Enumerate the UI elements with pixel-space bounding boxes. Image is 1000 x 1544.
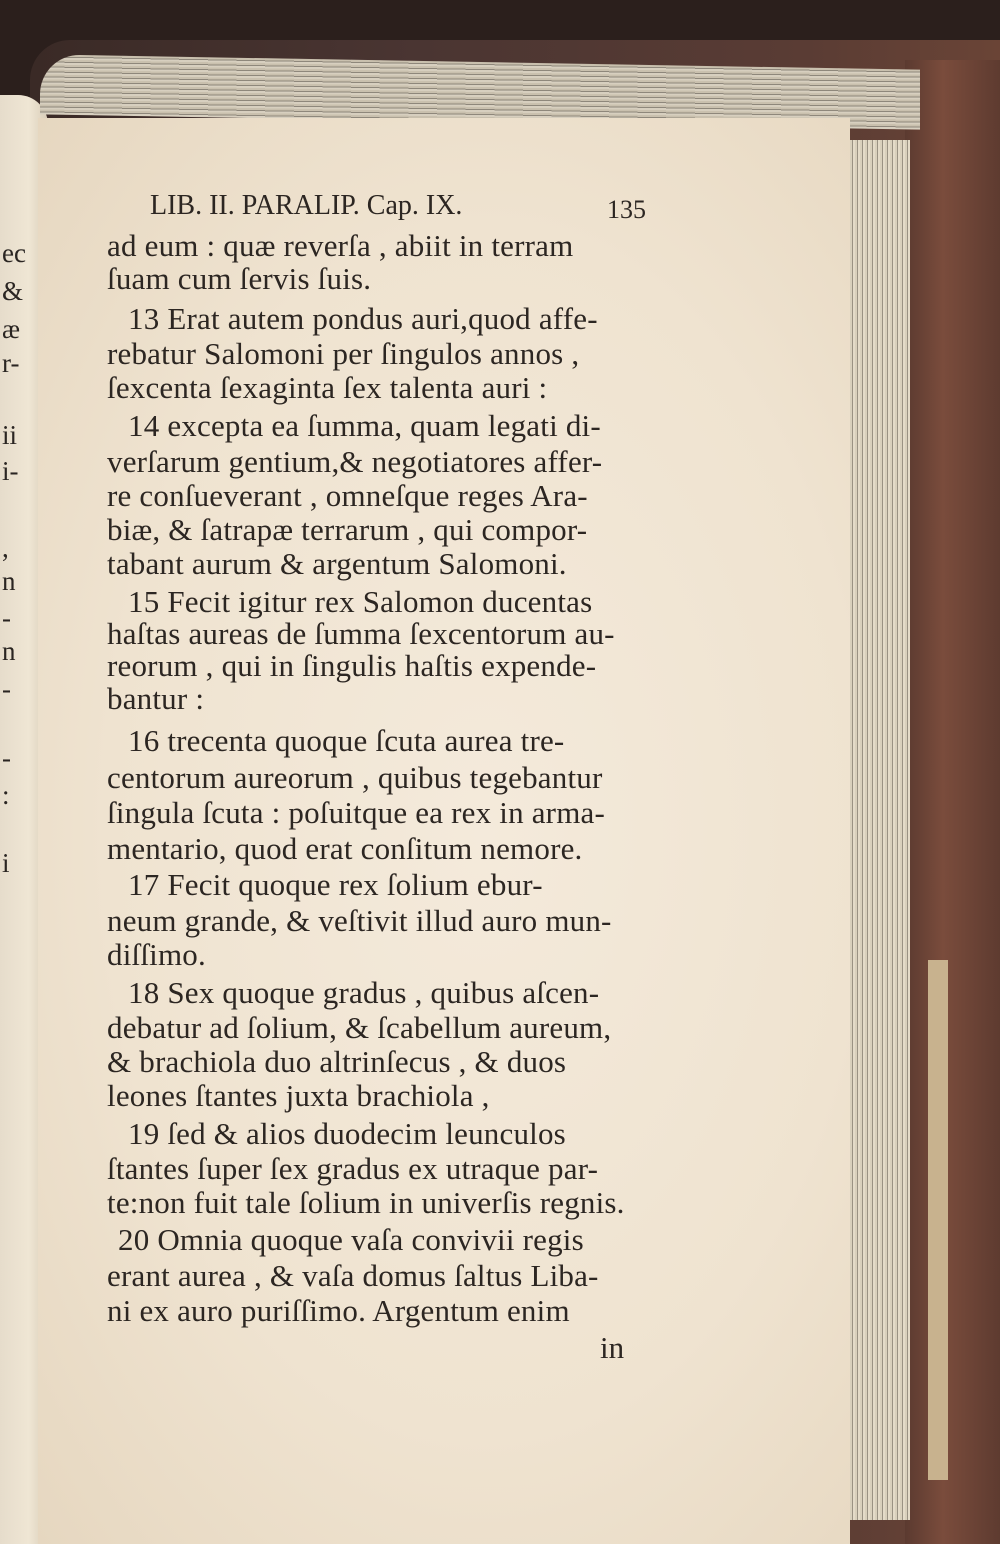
bookmark-strip bbox=[928, 960, 948, 1480]
text-line: ni ex auro puriſſimo. Argentum enim bbox=[107, 1293, 570, 1328]
left-fragment: i bbox=[2, 848, 10, 878]
left-fragment: n bbox=[2, 636, 16, 666]
text-line: 19 ſed & alios duodecim leunculos bbox=[128, 1116, 566, 1151]
text-line: debatur ad ſolium, & ſcabellum aureum, bbox=[107, 1010, 612, 1045]
text-line: 18 Sex quoque gradus , quibus aſcen- bbox=[128, 975, 600, 1010]
page-number: 135 bbox=[607, 195, 646, 224]
text-line: ſtantes ſuper ſex gradus ex utraque par- bbox=[107, 1151, 599, 1186]
text-line: 15 Fecit igitur rex Salomon ducentas bbox=[128, 584, 593, 619]
left-fragment: r- bbox=[2, 348, 20, 378]
text-line: diſſimo. bbox=[107, 937, 206, 972]
text-line: haſtas aureas de ſumma ſexcentorum au- bbox=[107, 616, 615, 651]
text-line: ſingula ſcuta : poſuitque ea rex in arma- bbox=[107, 795, 605, 830]
text-line: erant aurea , & vaſa domus ſaltus Liba- bbox=[107, 1258, 599, 1293]
left-fragment: ec bbox=[2, 238, 26, 268]
text-line: & brachiola duo altrinſecus , & duos bbox=[107, 1044, 567, 1079]
text-line: 17 Fecit quoque rex ſolium ebur- bbox=[128, 867, 543, 902]
text-line: ſuam cum ſervis ſuis. bbox=[107, 261, 372, 296]
text-line: neum grande, & veſtivit illud auro mun- bbox=[107, 903, 612, 938]
text-line: te:non fuit tale ſolium in univerſis regnis. bbox=[107, 1185, 625, 1220]
text-line: 14 excepta ea ſumma, quam legati di- bbox=[128, 408, 601, 443]
text-line: tabant aurum & argentum Salomoni. bbox=[107, 546, 567, 581]
text-line: 20 Omnia quoque vaſa convivii regis bbox=[118, 1222, 584, 1257]
text-line: reorum , qui in ſingulis haſtis expende- bbox=[107, 648, 597, 683]
left-fragment: - bbox=[2, 603, 11, 633]
text-line: bantur : bbox=[107, 681, 205, 716]
left-fragment: : bbox=[2, 780, 10, 810]
catchword: in bbox=[600, 1330, 625, 1365]
left-fragment: ii bbox=[2, 420, 18, 450]
text-line: ſexcenta ſexaginta ſex talenta auri : bbox=[107, 370, 548, 405]
text-line: 13 Erat autem pondus auri,quod affe- bbox=[128, 301, 598, 336]
text-line: leones ſtantes juxta brachiola , bbox=[107, 1078, 490, 1113]
left-fragment: - bbox=[2, 674, 11, 704]
text-line: centorum aureorum , quibus tegebantur bbox=[107, 760, 603, 795]
left-fragment: n bbox=[2, 566, 16, 596]
left-fragment: i- bbox=[2, 456, 19, 486]
text-line: 16 trecenta quoque ſcuta aurea tre- bbox=[128, 723, 565, 758]
running-title: LIB. II. PARALIP. Cap. IX. bbox=[150, 190, 463, 221]
left-fragment: , bbox=[2, 533, 9, 563]
cover-board bbox=[905, 60, 1000, 1544]
left-fragment: æ bbox=[2, 314, 21, 344]
text-line: mentario, quod erat conſitum nemore. bbox=[107, 831, 583, 866]
text-line: biæ, & ſatrapæ terrarum , qui compor- bbox=[107, 512, 588, 547]
left-fragment: - bbox=[2, 743, 11, 773]
text-line: verſarum gentium,& negotiatores affer- bbox=[107, 444, 603, 479]
text-line: ad eum : quæ reverſa , abiit in terram bbox=[107, 228, 574, 263]
text-line: re conſueverant , omneſque reges Ara- bbox=[107, 478, 588, 513]
left-fragment: & bbox=[2, 276, 24, 306]
text-line: rebatur Salomoni per ſingulos annos , bbox=[107, 336, 580, 371]
